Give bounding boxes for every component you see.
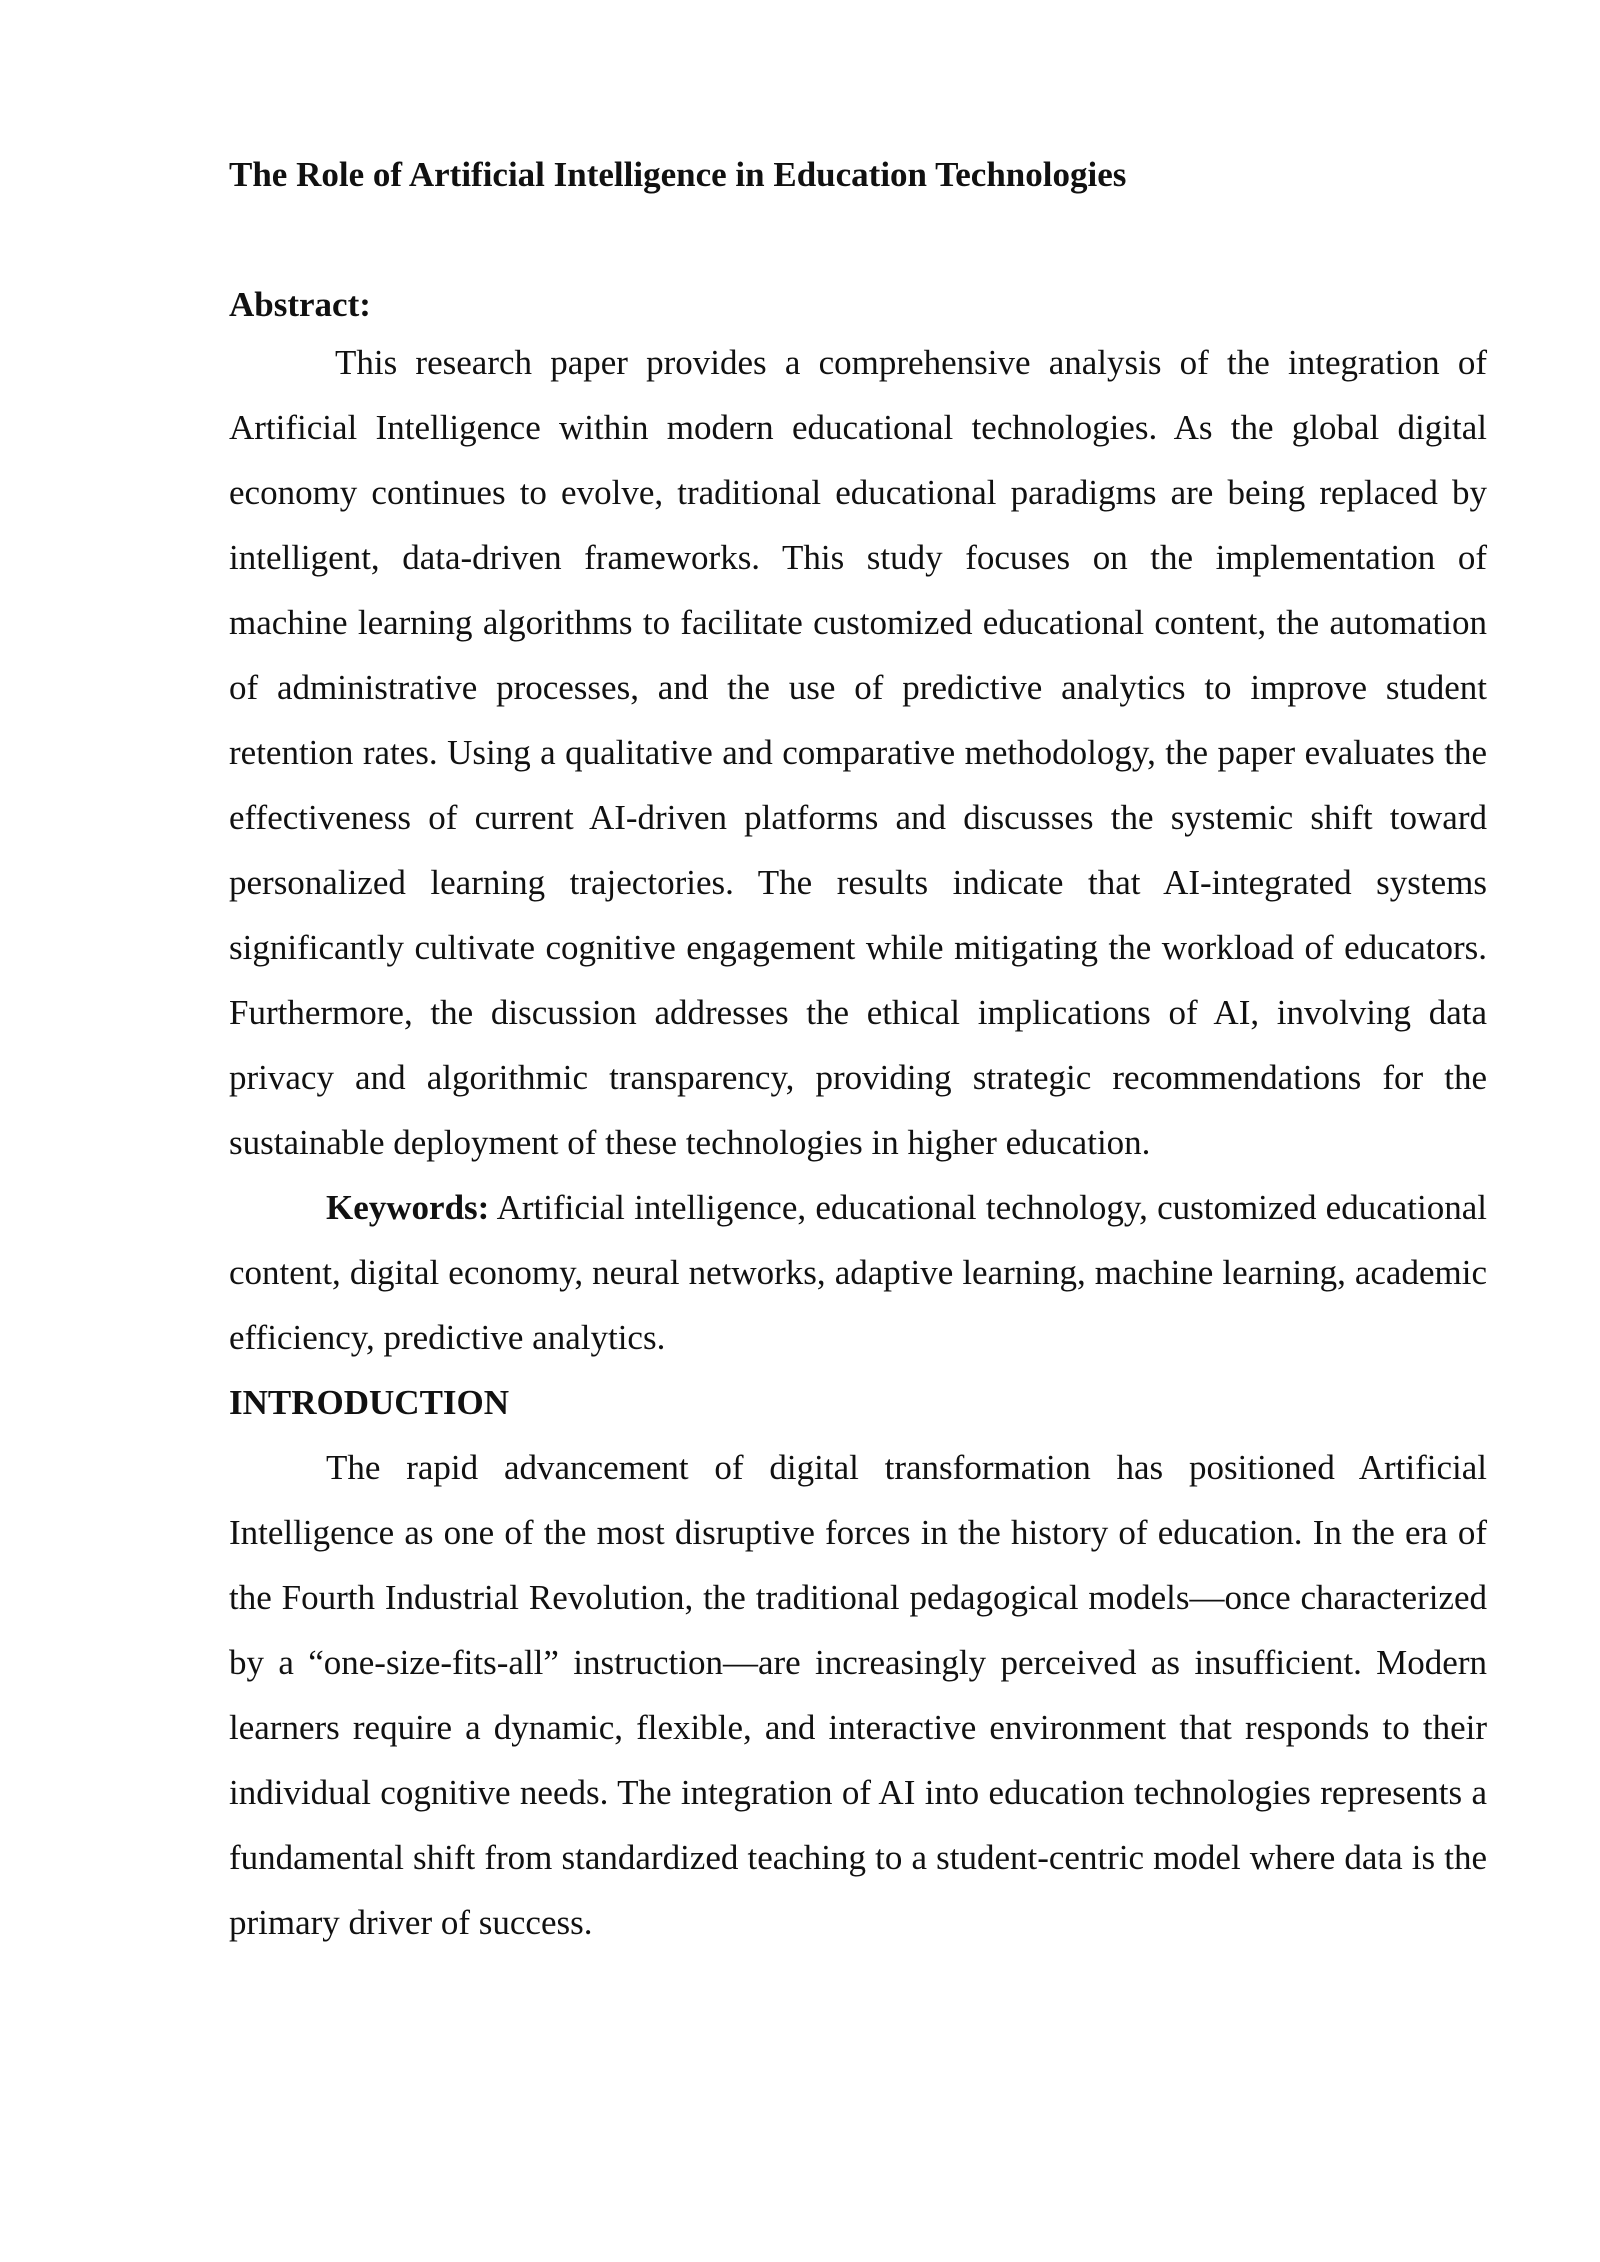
keywords-label: Keywords: xyxy=(326,1188,490,1227)
paper-title: The Role of Artificial Intelligence in Education Technologies xyxy=(229,155,1127,194)
introduction-heading: INTRODUCTION xyxy=(229,1383,510,1422)
keywords-text: Artificial intelligence, educational technology, customized educational content, digital economy, neural networks, adaptive learning, machine learning, academic efficiency, predictive analytics. xyxy=(229,1188,1487,1357)
abstract-paragraph: This research paper provides a comprehensive analysis of the integration of Artificial Intelligence within modern educational technologies. As the global digital economy continues to evolve, traditional educational paradigms are being replaced by intelligent, data-driven frameworks. This study focuses on the implementation of machine learning algorithms to facilitate customized educational content, the automation of administrative processes, and the use of predictive analytics to improve student retention rates. Using a qualitative and comparative methodology, the paper evaluates the effectiveness of current AI-driven platforms and discusses the systemic shift toward personalized learning trajectories. The results indicate that AI-integrated systems significantly cultivate cognitive engagement while mitigating the workload of educators. Furthermore, the discussion addresses the ethical implications of AI, involving data privacy and algorithmic transparency, providing strategic recommendations for the sustainable deployment of these technologies in higher education. xyxy=(229,343,1487,1162)
abstract-heading: Abstract: xyxy=(229,285,371,324)
keywords-paragraph xyxy=(229,1175,1487,1370)
introduction-paragraph: The rapid advancement of digital transformation has positioned Artificial Intelligence as one of the most disruptive forces in the history of education. In the era of the Fourth Industrial Revolution, the traditional pedagogical models—once characterized by a “one-size-fits-all” instruction—are increasingly perceived as insufficient. Modern learners require a dynamic, flexible, and interactive environment that responds to their individual cognitive needs. The integration of AI into education technologies represents a fundamental shift from standardized teaching to a student-centric model where data is the primary driver of success. xyxy=(229,1448,1487,1942)
page-content xyxy=(229,150,1487,1955)
